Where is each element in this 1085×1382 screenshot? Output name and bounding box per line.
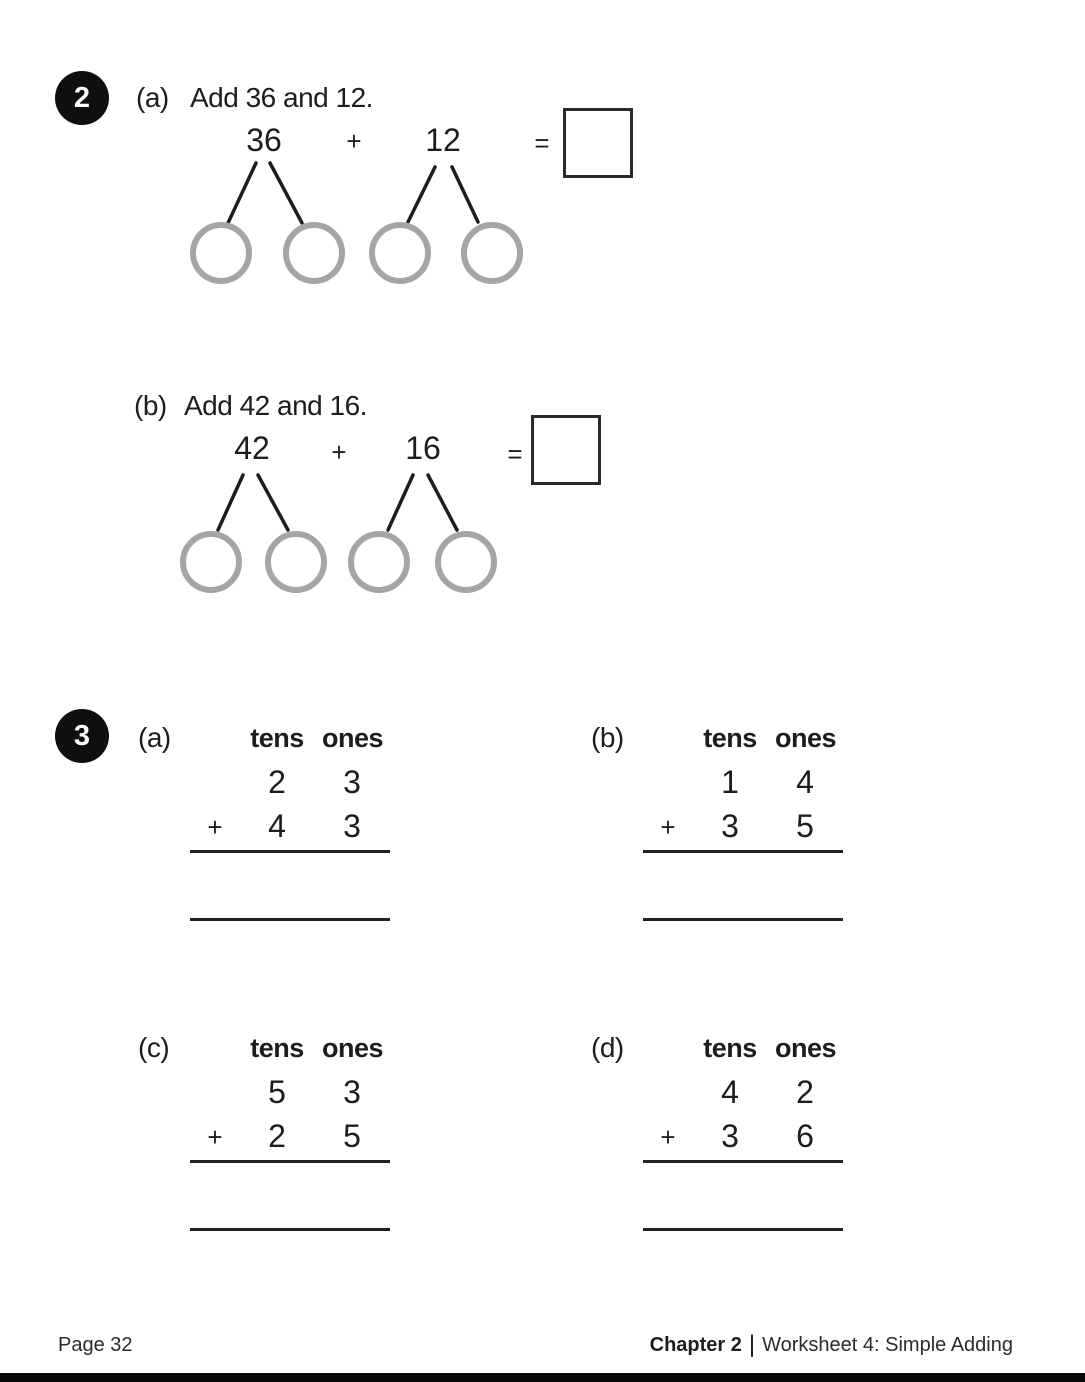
bottom-addend-ones: 3 — [343, 808, 361, 844]
tens-column-header: tens — [703, 1033, 757, 1063]
column-addition-problem-a — [130, 722, 410, 927]
bond-line — [228, 163, 256, 223]
q2b-plus-sign: + — [331, 437, 347, 467]
sum-rule-line — [190, 850, 390, 853]
bottom-addend-tens: 3 — [721, 808, 739, 844]
q2a-bond-lines — [180, 158, 500, 228]
q3c-part-label: (c) — [138, 1032, 170, 1063]
answer-line[interactable] — [190, 918, 390, 921]
bottom-addend-tens: 2 — [268, 1118, 286, 1154]
sum-rule-line — [190, 1160, 390, 1163]
bond-line — [388, 475, 413, 530]
tens-column-header: tens — [250, 723, 304, 753]
plus-sign: + — [207, 812, 223, 842]
answer-line[interactable] — [643, 918, 843, 921]
top-addend-tens: 4 — [721, 1074, 739, 1110]
q2b-addend1: 42 — [234, 430, 270, 466]
bond-line — [408, 167, 435, 222]
q2a-answer-box[interactable] — [563, 108, 633, 178]
sum-rule-line — [643, 1160, 843, 1163]
answer-line[interactable] — [190, 1228, 390, 1231]
footer-separator: | — [748, 1331, 756, 1358]
bond-line — [452, 167, 478, 222]
q2b-prompt: Add 42 and 16. — [184, 390, 367, 421]
top-addend-ones: 2 — [796, 1074, 814, 1110]
q3b-part-label: (b) — [591, 722, 624, 753]
ones-column-header: ones — [775, 1033, 837, 1063]
ones-column-header: ones — [322, 1033, 384, 1063]
sum-rule-line — [643, 850, 843, 853]
page-number-label: Page 32 — [58, 1334, 133, 1356]
q2a-addend1: 36 — [246, 122, 282, 158]
plus-sign: + — [207, 1122, 223, 1152]
tens-column-header: tens — [703, 723, 757, 753]
q3d-part-label: (d) — [591, 1032, 624, 1063]
question-2-badge: 2 — [55, 71, 109, 125]
page-edge-bar — [0, 1373, 1085, 1382]
q2a-part-label: (a) — [136, 82, 169, 113]
q2a-equals-sign: = — [534, 128, 550, 158]
bottom-addend-tens: 4 — [268, 808, 286, 844]
top-addend-tens: 5 — [268, 1074, 286, 1110]
question-3-badge: 3 — [55, 709, 109, 763]
q2b-part-label: (b) — [134, 390, 167, 421]
q2b-answer-box[interactable] — [531, 415, 601, 485]
plus-sign: + — [660, 812, 676, 842]
page-footer — [58, 1330, 1013, 1358]
worksheet-title: Worksheet 4: Simple Adding — [762, 1334, 1013, 1356]
bottom-addend-ones: 5 — [796, 808, 814, 844]
ones-column-header: ones — [775, 723, 837, 753]
chapter-label: Chapter 2 — [649, 1334, 742, 1356]
bond-line — [218, 475, 243, 530]
tens-column-header: tens — [250, 1033, 304, 1063]
top-addend-ones: 3 — [343, 764, 361, 800]
q2a-bond-circle-2[interactable] — [283, 222, 345, 284]
bottom-addend-ones: 5 — [343, 1118, 361, 1154]
q2a-bond-circle-1[interactable] — [190, 222, 252, 284]
q2b-bond-circle-1[interactable] — [180, 531, 242, 593]
bottom-addend-ones: 6 — [796, 1118, 814, 1154]
q2b-bond-circle-2[interactable] — [265, 531, 327, 593]
plus-sign: + — [660, 1122, 676, 1152]
q2b-bond-circle-4[interactable] — [435, 531, 497, 593]
column-addition-problem-c — [130, 1032, 410, 1237]
top-addend-ones: 3 — [343, 1074, 361, 1110]
q2a-bond-circle-3[interactable] — [369, 222, 431, 284]
answer-line[interactable] — [643, 1228, 843, 1231]
q2a-addend2: 12 — [425, 122, 461, 158]
column-addition-problem-d — [583, 1032, 863, 1237]
top-addend-ones: 4 — [796, 764, 814, 800]
q2b-bond-circle-3[interactable] — [348, 531, 410, 593]
top-addend-tens: 2 — [268, 764, 286, 800]
bond-line — [270, 163, 302, 223]
q2a-plus-sign: + — [346, 126, 362, 156]
bond-line — [428, 475, 457, 530]
q2b-bond-lines — [170, 468, 500, 534]
column-addition-problem-b — [583, 722, 863, 927]
bottom-addend-tens: 3 — [721, 1118, 739, 1154]
q2b-addend2: 16 — [405, 430, 441, 466]
q3a-part-label: (a) — [138, 722, 171, 753]
top-addend-tens: 1 — [721, 764, 739, 800]
bond-line — [258, 475, 288, 530]
q2b-equals-sign: = — [507, 439, 523, 469]
footer-chapter-info — [650, 1330, 1013, 1358]
q2a-bond-circle-4[interactable] — [461, 222, 523, 284]
q2a-prompt: Add 36 and 12. — [190, 82, 373, 113]
ones-column-header: ones — [322, 723, 384, 753]
